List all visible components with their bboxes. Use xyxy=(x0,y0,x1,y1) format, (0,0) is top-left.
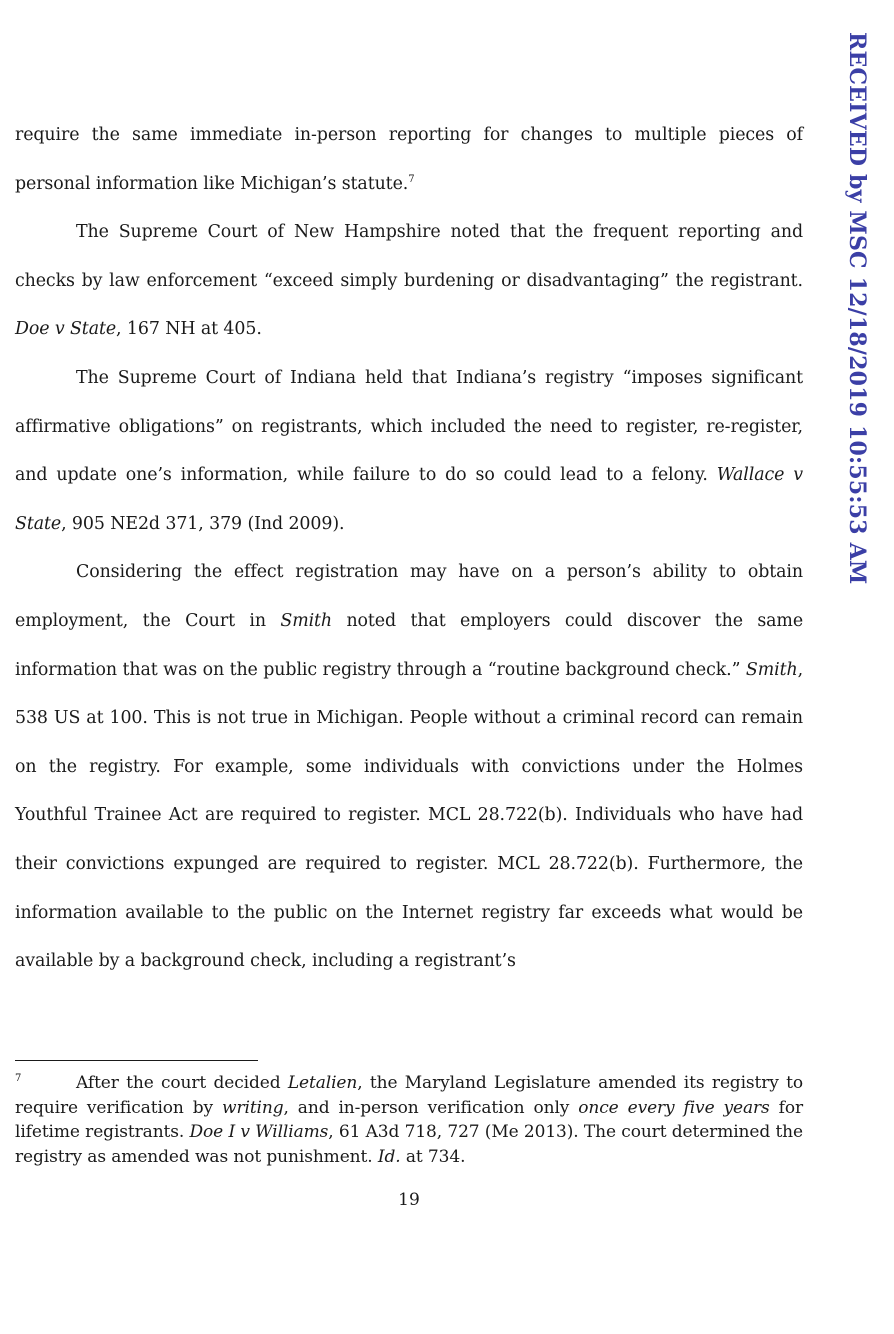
paragraph-1: require the same immediate in-person reporting for changes to multiple pieces of personal information like Michigan’s statute.$^7$ xyxy=(15,125,803,194)
paragraph-2: The Supreme Court of New Hampshire noted that the frequent reporting and checks by law enforcement “exceed simply burdening or disadvantaging” the registrant. Doe v State, 167 NH at 405. xyxy=(15,222,803,340)
case-citation: Doe v State xyxy=(15,319,117,340)
footnote-reference[interactable]: 7 xyxy=(408,173,415,185)
body-text xyxy=(15,111,803,986)
received-stamp: RECEIVED by MSC 12/18/2019 10:55:53 AM xyxy=(844,32,870,585)
footnote-divider xyxy=(15,1060,258,1061)
case-citation: Wallace v State xyxy=(15,465,803,534)
paragraph-4: Considering the effect registration may have on a person’s ability to obtain employment, the Court in Smith noted that employers could discover the same information that was on the public registry through a “routine background check.” Smith, 538 US at 100. This is not true in Michigan. People without a criminal record can remain on the registry. For example, some individuals with convictions under the Holmes Youthful Trainee Act are required to register. MCL 28.722(b). Individuals who have had their convictions expunged are required to register. MCL 28.722(b). Furthermore, the information available to the public on the Internet registry far exceeds what would be available by a background check, including a registrant’s xyxy=(15,562,804,972)
case-citation: Smith xyxy=(280,610,333,631)
page-number: 19 xyxy=(398,1190,420,1210)
case-citation: Smith xyxy=(745,659,798,680)
footnote: 7 After the court decided Letalien, the Maryland Legislature amended its registry to require verification by writing, and in-person verification only once every five years for lifetime registrants. Doe I v Williams, 61 A3d 718, 727 (Me 2013). The court determined the registry as amended was not punishment. Id. at 734. xyxy=(15,1073,804,1167)
paragraph-3: The Supreme Court of Indiana held that Indiana’s registry “imposes significant affirmative obligations” on registrants, which included the need to register, re-register, and update one’s information, while failure to do so could lead to a felony. Wallace v State, 905 NE2d 371, 379 (Ind 2009). xyxy=(15,367,803,534)
